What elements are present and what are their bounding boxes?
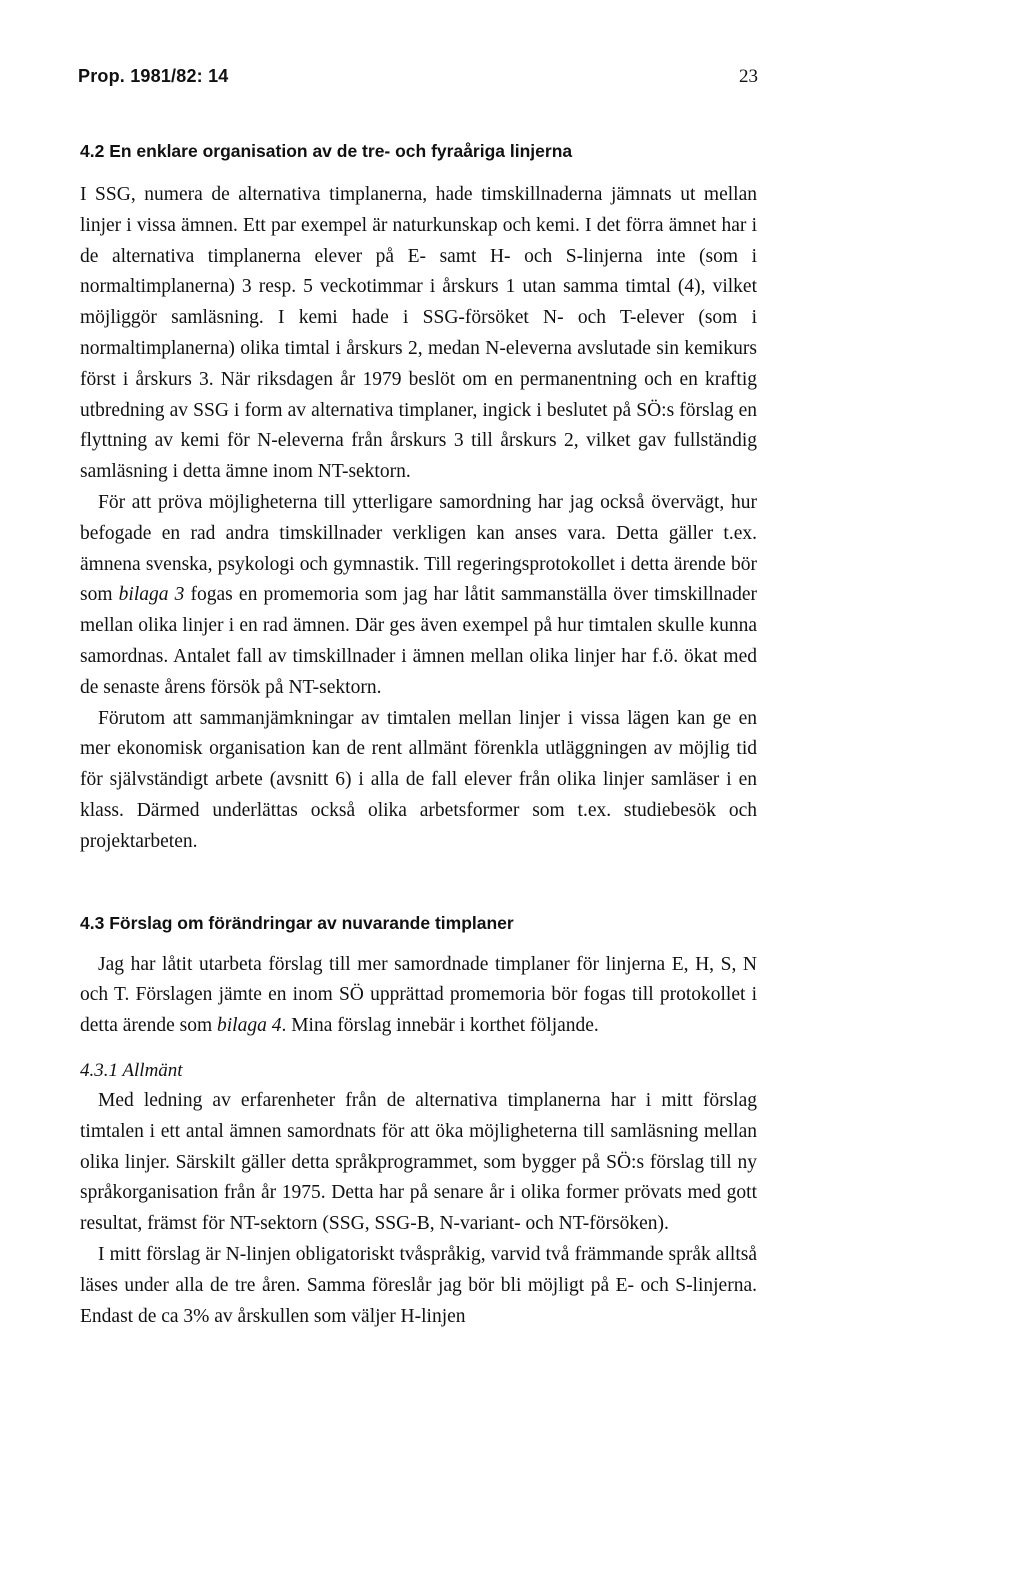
paragraph-4-3-1-1: Med ledning av erfarenheter från de alternativa timplanerna har i mitt förslag timtalen i ett antal ämnen samordnats för att öka möjligheterna till samläsning mellan olika linjer. Särskilt gäller detta språkprogrammet, som bygger på SÖ:s förslag till ny språkorganisation från år 1975. Detta har på senare år i olika former prövats med gott resultat, främst för NT-sektorn (SSG, SSG-B, N-variant- och NT-försöken). (80, 1089, 757, 1235)
paragraph-text: Jag har låtit utarbeta förslag till mer samordnade timplaner för linjerna E, H, S, N och T. Förslagen jämte en inom SÖ upprättad promemoria bör fogas till protokollet i detta ärende som (80, 953, 757, 1037)
section-heading-4-3: 4.3 Förslag om förändringar av nuvarande timplaner (80, 912, 514, 933)
proposition-reference: Prop. 1981/82: 14 (78, 66, 229, 86)
paragraph-4-2-2 (80, 488, 757, 704)
paragraph-4-3-1-2: I mitt förslag är N-linjen obligatoriskt tvåspråkig, varvid två främmande språk alltså läses under alla de tre åren. Samma föreslår jag bör bli möjligt på E- och S-linjerna. Endast de ca 3% av årskullen som väljer H-linjen (80, 1243, 757, 1327)
running-header (78, 66, 758, 94)
paragraph-4-3-1 (80, 950, 757, 1042)
paragraph-text: För att pröva möjligheterna till ytterligare samordning har jag också övervägt, hur befogade en rad andra timskillnader verkligen kan anses vara. Detta gäller t.ex. ämnena svenska, psykologi och gymnastik. Till regeringsprotokollet i detta ärende bör som (80, 491, 757, 606)
paragraph-text: fogas en promemoria som jag har låtit sammanställa över timskillnader mellan olika linjer i en rad ämnen. Där ges även exempel på hur timtalen skulle kunna samordnas. Antalet fall av timskillnader i ämnen mellan olika linjer har f.ö. ökat med de senaste årens försök på NT-sektorn. (80, 584, 757, 698)
section-heading-4-2: 4.2 En enklare organisation av de tre- och fyraåriga linjerna (80, 141, 573, 161)
page-number: 23 (739, 66, 758, 87)
paragraph-4-2-1: I SSG, numera de alternativa timplanerna, hade timskillnaderna jämnats ut mellan linjer i vissa ämnen. Ett par exempel är naturkunskap och kemi. I det förra ämnet har i de alternativa timplanerna elever på E- samt H- och S-linjerna inte (som i normaltimplanerna) 3 resp. 5 veckotimmar i årskurs 1 utan samma timtal (4), vilket möjliggör samläsning. I kemi hade i SSG-försöket N- och T-elever (som i normaltimplanerna) olika timtal i årskurs 2, medan N-eleverna avslutade sin kemikurs först i årskurs 3. När riksdagen år 1979 beslöt om en permanentning och en kraftig utbredning av SSG i form av alternativa timplaner, ingick i beslutet på SÖ:s förslag en flyttning av kemi för N-eleverna från årskurs 3 till årskurs 2, vilket gav fullständig samläsning i detta ämne inom NT-sektorn. (80, 184, 757, 483)
subsection-heading-4-3-1: 4.3.1 Allmänt (80, 1059, 183, 1081)
paragraph-text: . Mina förslag innebär i korthet följande. (281, 1015, 599, 1037)
appendix-reference: bilaga 3 (118, 584, 185, 606)
main-text (80, 136, 757, 1332)
paragraph-4-2-3: Förutom att sammanjämkningar av timtalen mellan linjer i vissa lägen kan ge en mer ekonomisk organisation kan de rent allmänt förenkla utläggningen av möjlig tid för självständigt arbete (avsnitt 6) i alla de fall elever från olika linjer samläser i en klass. Därmed underlättas också olika arbetsformer som t.ex. studiebesök och projektarbeten. (80, 707, 757, 852)
appendix-reference: bilaga 4 (217, 1015, 282, 1037)
